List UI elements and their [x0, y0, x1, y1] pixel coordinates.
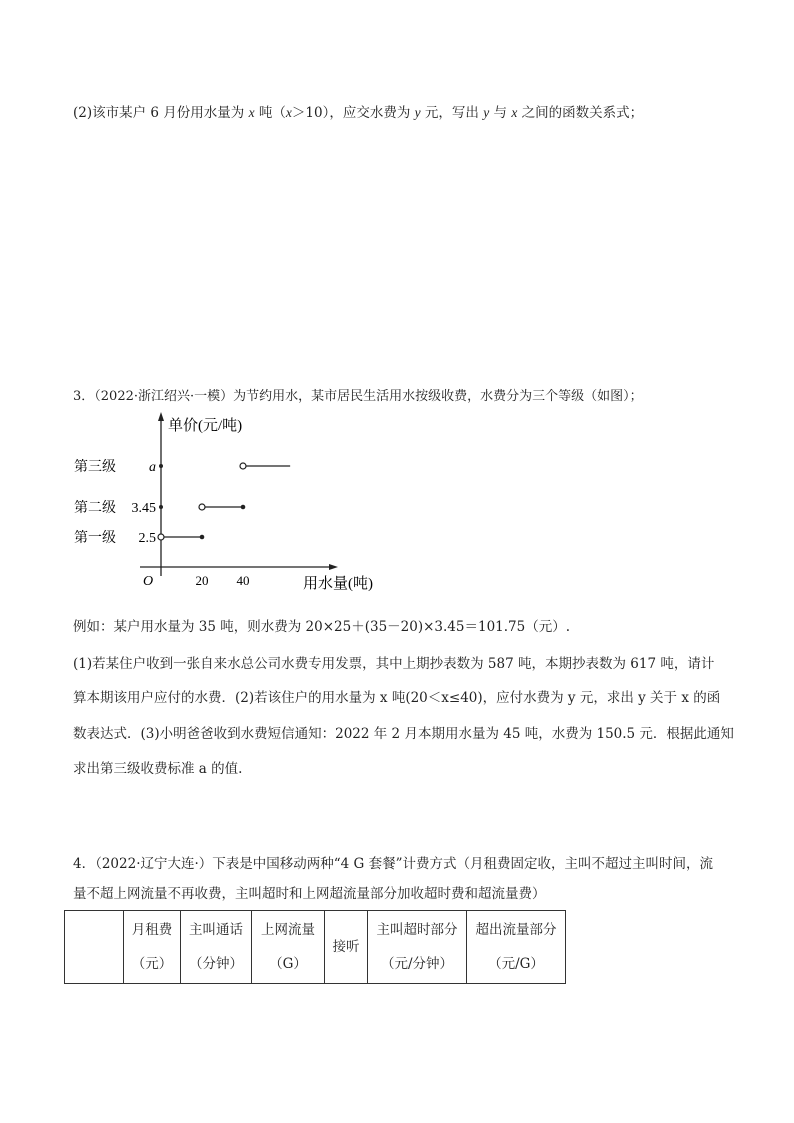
- q2-prefix: (2)该市某户 6 月份用水量为: [73, 105, 249, 121]
- q4-line2: 量不超上网流量不再收费，主叫超时和上网超流量部分加收超时费和超流量费）: [73, 886, 546, 902]
- header-cell: [368, 911, 467, 984]
- header-bottom: （分钟）: [189, 956, 243, 972]
- level-3-name-label: 第三级: [74, 460, 116, 475]
- header-cell: [181, 911, 252, 984]
- q3-title: 3．（2022·浙江绍兴·一模）为节约用水，某市居民生活用水按级收费，水费分为三个等级（如图）；: [73, 389, 643, 404]
- level-2-name-label: 第二级: [74, 501, 116, 516]
- header-top: 月租费: [131, 922, 173, 938]
- q2-cond: ＞10），应交水费为: [291, 105, 415, 121]
- x-tick-40: 40: [236, 573, 250, 588]
- var-x2: x: [511, 105, 518, 120]
- q3-p1-line2: 算本期该用户应付的水费．(2)若该住户的用水量为 x 吨(20＜x≤40)，应付水费为 y 元，求出 y 关于 x 的函: [73, 690, 721, 706]
- x-axis-label: 用水量(吨): [303, 576, 373, 592]
- level-series: [74, 459, 290, 546]
- header-top: 上网流量: [261, 922, 315, 938]
- plan-table: [64, 910, 566, 984]
- x-tick-20: 20: [195, 573, 209, 588]
- table-header-row: [65, 911, 566, 984]
- var-y: y: [414, 105, 421, 120]
- level-3-start-point: [240, 463, 246, 469]
- q3-p1-line1: (1)若某住户收到一张自来水总公司水费专用发票，其中上期抄表数为 587 吨，本期抄表数为 617 吨，请计: [73, 656, 715, 672]
- level-3-price-label: a: [149, 460, 156, 475]
- var-y2: y: [483, 105, 490, 120]
- step-chart: [60, 410, 400, 600]
- level-1-name-label: 第一级: [74, 531, 116, 546]
- q3-p1-line3: 数表达式．(3)小明爸爸收到水费短信通知：2022 年 2 月本期用水量为 45 吨，水费为 150.5 元．根据此通知: [73, 726, 734, 742]
- level-2-axis-tick: [159, 505, 163, 509]
- var-x: x: [248, 105, 255, 120]
- level-1-end-point: [200, 535, 205, 540]
- y-axis-label: 单价(元/吨): [168, 418, 243, 434]
- header-top: 主叫超时部分: [376, 922, 458, 938]
- origin-label: O: [143, 574, 154, 589]
- header-cell: [467, 911, 566, 984]
- x-axis-arrow: [329, 564, 338, 570]
- header-cell: [65, 911, 124, 984]
- header-cell: [124, 911, 181, 984]
- q3-example: 例如：某户用水量为 35 吨，则水费为 20×25＋(35－20)×3.45＝101.75（元）.: [73, 619, 571, 635]
- level-1-start-point: [158, 534, 164, 540]
- level-2-start-point: [199, 504, 205, 510]
- q2-mid3: 与: [489, 105, 512, 121]
- header-cell: [325, 911, 368, 984]
- q4-line1: 4．（2022·辽宁大连·）下表是中国移动两种“4 G 套餐”计费方式（月租费固定收，主叫不超过主叫时间，流: [73, 856, 714, 872]
- y-axis-arrow: [158, 412, 164, 421]
- header-bottom: （元）: [131, 956, 173, 972]
- header-cell: [252, 911, 325, 984]
- q3-p1-line4: 求出第三级收费标准 a 的值.: [73, 761, 243, 777]
- q2-text: [73, 103, 643, 123]
- header-bottom: （元/G）: [488, 956, 544, 972]
- cond-x: x: [285, 105, 292, 120]
- q2-suffix: 之间的函数关系式；: [517, 105, 644, 121]
- level-1-price-label: 2.5: [138, 531, 156, 546]
- header-bottom: （G）: [269, 956, 307, 972]
- header-top: 接听: [332, 939, 360, 955]
- level-3-axis-tick: [159, 464, 163, 468]
- header-top: 主叫通话: [189, 922, 243, 938]
- level-2-price-label: 3.45: [131, 501, 156, 516]
- header-top: 超出流量部分: [475, 922, 557, 938]
- header-bottom: （元/分钟）: [380, 956, 454, 972]
- q2-mid1: 吨（: [254, 105, 286, 121]
- q2-mid2: 元，写出: [420, 105, 484, 121]
- level-2-end-point: [241, 505, 246, 510]
